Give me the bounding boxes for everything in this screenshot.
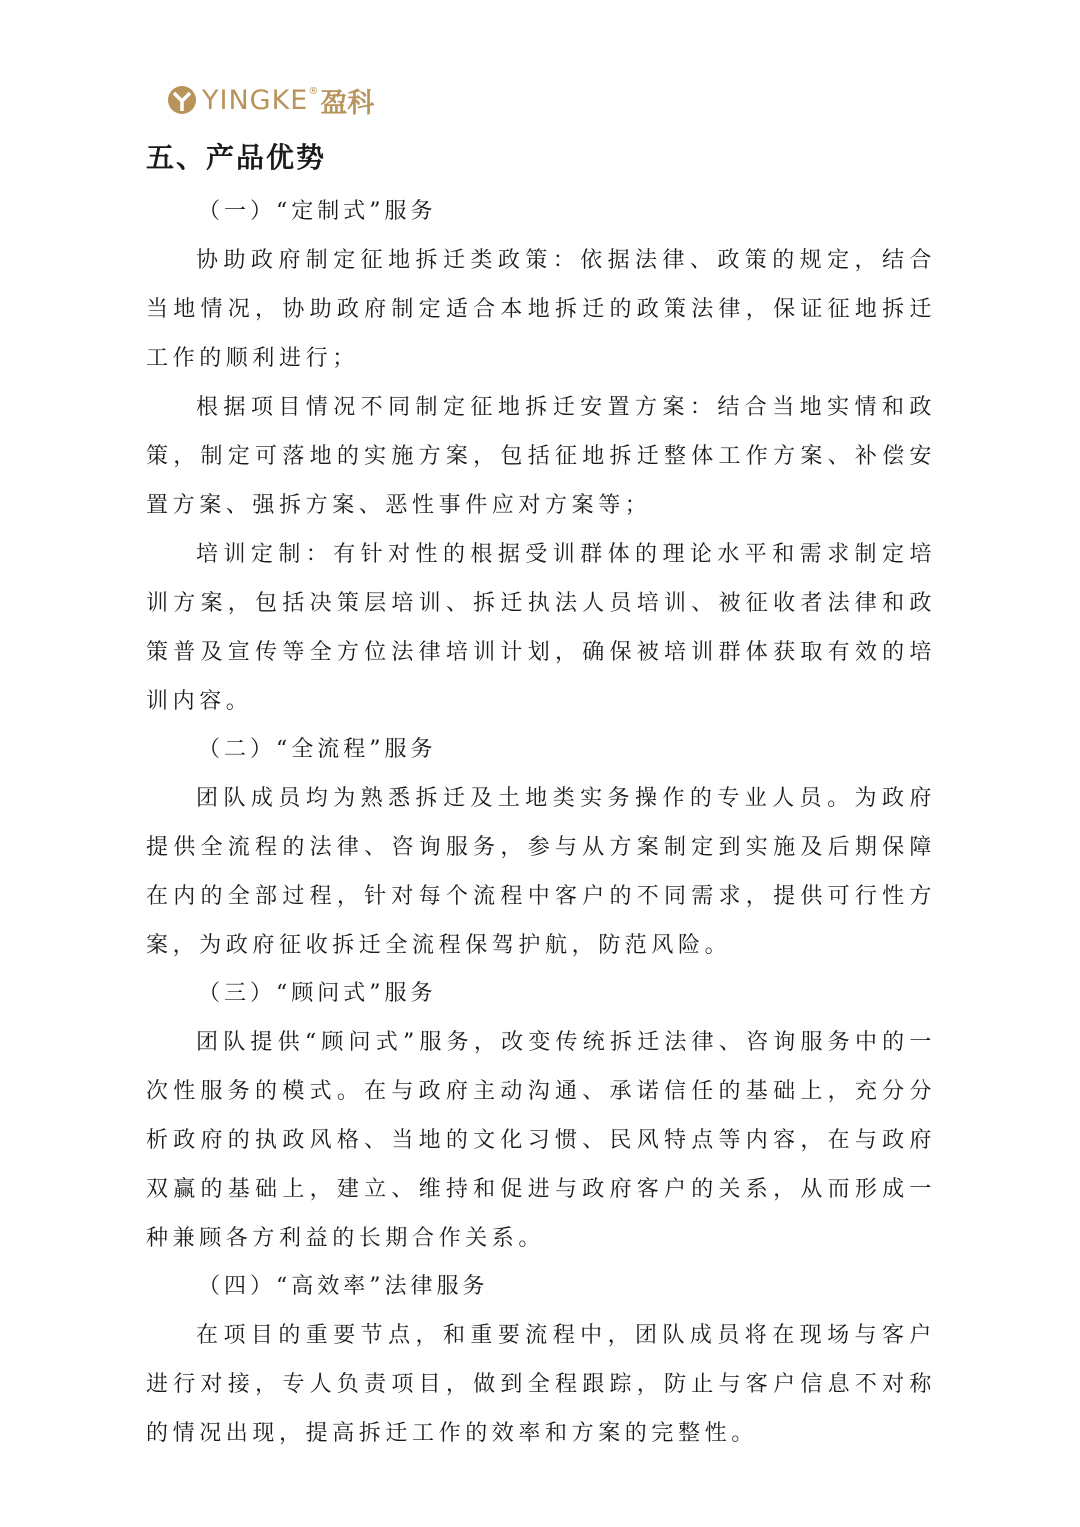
logo-registered-mark: ® [308, 86, 319, 97]
paragraph: 根据项目情况不同制定征地拆迁安置方案：结合当地实情和政策，制定可落地的实施方案，包括征地拆迁整体工作方案、补偿安置方案、强拆方案、恶性事件应对方案等； [146, 395, 936, 518]
paragraph: 培训定制：有针对性的根据受训群体的理论水平和需求制定培训方案，包括决策层培训、拆迁执法人员培训、被征收者法律和政策普及宣传等全方位法律培训计划，确保被培训群体获取有效的培训内容。 [146, 542, 936, 714]
document-body [146, 188, 936, 1458]
logo-brand-en: YINGKE [202, 84, 309, 116]
section-title: （二）“全流程”服务 [198, 737, 437, 762]
paragraph: 协助政府制定征地拆迁类政策：依据法律、政策的规定，结合当地情况，协助政府制定适合本地拆迁的政策法律，保证征地拆迁工作的顺利进行； [146, 248, 936, 371]
yingke-logo [166, 80, 374, 120]
paragraph: 团队提供“顾问式”服务，改变传统拆迁法律、咨询服务中的一次性服务的模式。在与政府主动沟通、承诺信任的基础上，充分分析政府的执政风格、当地的文化习惯、民风特点等内容，在与政府双赢的基础上，建立、维持和促进与政府客户的关系，从而形成一种兼顾各方利益的长期合作关系。 [146, 1030, 936, 1251]
section-title: （一）“定制式”服务 [198, 199, 437, 224]
paragraph: 团队成员均为熟悉拆迁及土地类实务操作的专业人员。为政府提供全流程的法律、咨询服务，参与从方案制定到实施及后期保障在内的全部过程，针对每个流程中客户的不同需求，提供可行性方案，为政府征收拆迁全流程保驾护航，防范风险。 [146, 786, 936, 958]
section-title: （三）“顾问式”服务 [198, 981, 437, 1006]
section-title: （四）“高效率”法律服务 [198, 1274, 489, 1299]
page-heading: 五、产品优势 [146, 141, 327, 174]
paragraph: 在项目的重要节点，和重要流程中，团队成员将在现场与客户进行对接，专人负责项目，做到全程跟踪，防止与客户信息不对称的情况出现，提高拆迁工作的效率和方案的完整性。 [146, 1323, 936, 1446]
yingke-logo-icon [166, 84, 198, 116]
logo-brand-cn: 盈科 [320, 87, 375, 119]
